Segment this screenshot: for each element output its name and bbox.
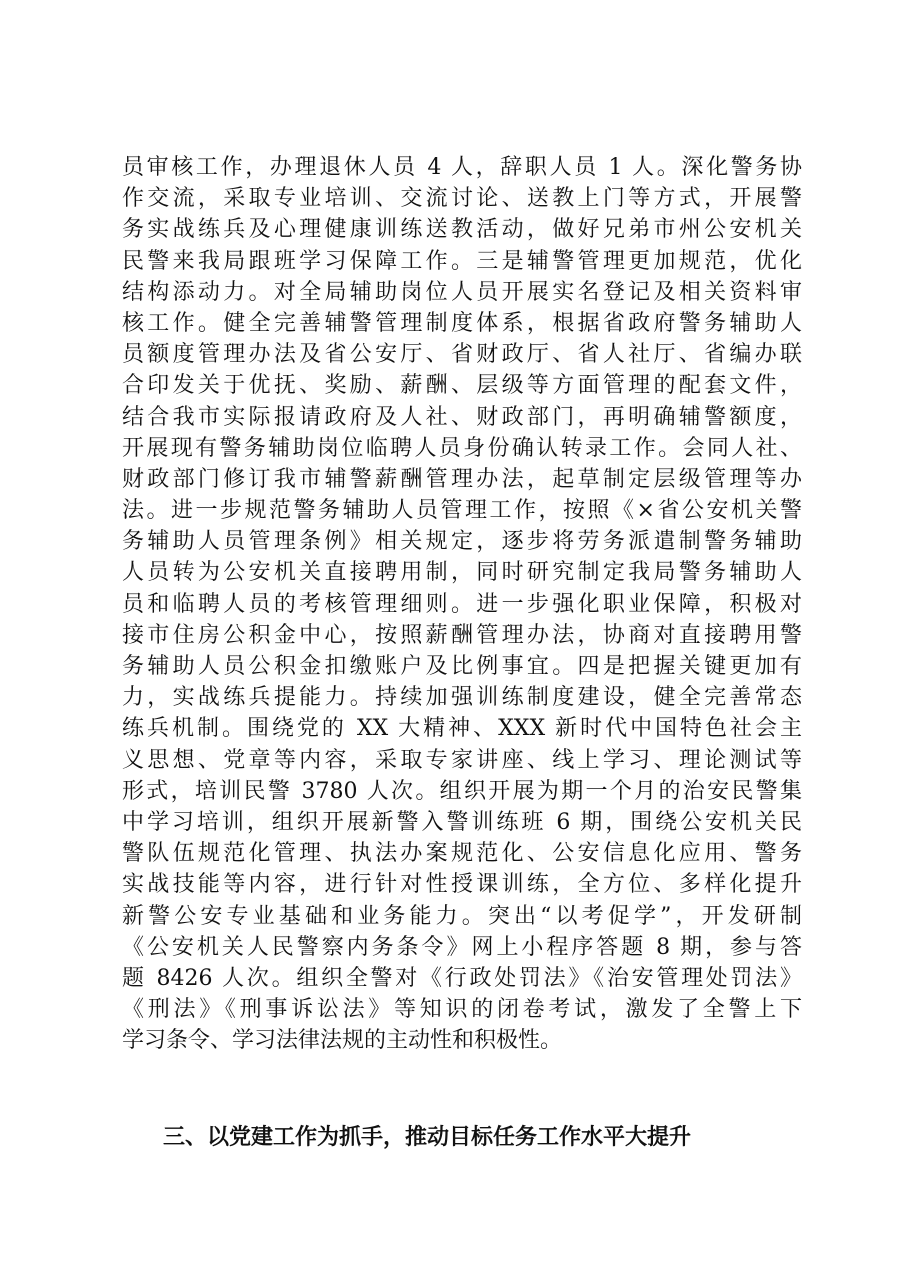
paragraph-line: 《公安机关人民警察内务条令》网上小程序答题 8 期，参与答 [122, 934, 802, 960]
paragraph-line: 务辅助人员公积金扣缴账户及比例事宜。四是把握关键更加有 [122, 654, 802, 679]
paragraph-line: 开展现有警务辅助岗位临聘人员身份确认转录工作。会同人社、 [122, 435, 802, 461]
paragraph-line: 结构添动力。对全局辅助岗位人员开展实名登记及相关资料审 [122, 279, 802, 305]
paragraph-line: 练兵机制。围绕党的 XX 大精神、XXX 新时代中国特色社会主 [122, 716, 802, 742]
paragraph-line: 作交流，采取专业培训、交流讨论、送教上门等方式，开展警 [122, 186, 802, 212]
section-heading: 三、以党建工作为抓手，推动目标任务工作水平大提升 [163, 1125, 692, 1150]
paragraph-line: 实战技能等内容，进行针对性授课训练，全方位、多样化提升 [122, 872, 802, 898]
paragraph-line: 合印发关于优抚、奖励、薪酬、层级等方面管理的配套文件， [122, 373, 802, 399]
paragraph-line: 新警公安专业基础和业务能力。突出“以考促学”，开发研制 [122, 903, 802, 929]
paragraph-line: 形式，培训民警 3780 人次。组织开展为期一个月的治安民警集 [122, 778, 802, 804]
paragraph-line: 人员转为公安机关直接聘用制，同时研究制定我局警务辅助人 [122, 560, 802, 586]
paragraph-line: 题 8426 人次。组织全警对《行政处罚法》《治安管理处罚法》 [122, 965, 802, 991]
paragraph-line: 义思想、党章等内容，采取专家讲座、线上学习、理论测试等 [122, 747, 802, 773]
paragraph-line: 结合我市实际报请政府及人社、财政部门，再明确辅警额度， [122, 404, 802, 430]
paragraph-line: 财政部门修订我市辅警薪酬管理办法，起草制定层级管理等办 [122, 466, 802, 492]
paragraph-line: 《刑法》《刑事诉讼法》等知识的闭卷考试，激发了全警上下 [122, 997, 802, 1023]
paragraph-line: 核工作。健全完善辅警管理制度体系，根据省政府警务辅助人 [122, 310, 802, 336]
paragraph-line: 力，实战练兵提能力。持续加强训练制度建设，健全完善常态 [122, 685, 802, 711]
paragraph-line: 警队伍规范化管理、执法办案规范化、公安信息化应用、警务 [122, 841, 802, 867]
paragraph-line: 接市住房公积金中心，按照薪酬管理办法，协商对直接聘用警 [122, 622, 802, 648]
paragraph-line: 法。进一步规范警务辅助人员管理工作，按照《×省公安机关警 [122, 498, 802, 524]
paragraph-line: 学习条令、学习法律法规的主动性和积极性。 [122, 1028, 563, 1054]
paragraph-line: 民警来我局跟班学习保障工作。三是辅警管理更加规范，优化 [122, 248, 802, 274]
body-paragraph [122, 152, 802, 1056]
paragraph-line: 务辅助人员管理条例》相关规定，逐步将劳务派遣制警务辅助 [122, 529, 802, 555]
paragraph-line: 中学习培训，组织开展新警入警训练班 6 期，围绕公安机关民 [122, 809, 802, 835]
paragraph-line: 员额度管理办法及省公安厅、省财政厅、省人社厅、省编办联 [122, 342, 802, 368]
paragraph-line: 员和临聘人员的考核管理细则。进一步强化职业保障，积极对 [122, 591, 802, 617]
paragraph-line: 员审核工作，办理退休人员 4 人，辞职人员 1 人。深化警务协 [122, 155, 802, 180]
paragraph-line: 务实战练兵及心理健康训练送教活动，做好兄弟市州公安机关 [122, 217, 802, 243]
